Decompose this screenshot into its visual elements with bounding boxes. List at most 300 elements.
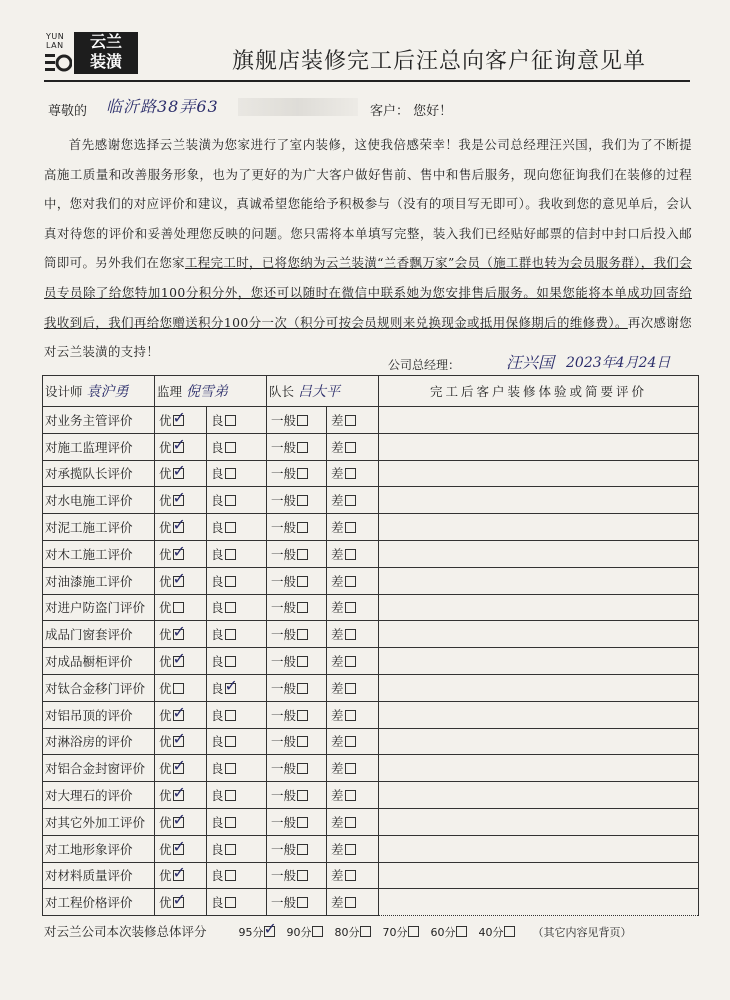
rating-option[interactable] <box>155 487 207 514</box>
table-row <box>43 755 699 782</box>
rating-option[interactable] <box>207 487 267 514</box>
rating-option[interactable] <box>327 567 379 594</box>
logo-mark <box>44 30 72 76</box>
checkbox-icon[interactable] <box>297 522 308 533</box>
checkbox-icon[interactable] <box>173 602 184 613</box>
rating-option[interactable] <box>155 540 207 567</box>
rating-label: 良 <box>211 654 224 670</box>
rating-option[interactable] <box>267 862 327 889</box>
rating-option[interactable] <box>267 433 327 460</box>
evaluation-item: 对钛合金移门评价 <box>43 674 155 701</box>
comment-field[interactable] <box>379 460 699 487</box>
evaluation-item: 对其它外加工评价 <box>43 808 155 835</box>
checkbox-icon[interactable] <box>297 763 308 774</box>
rating-option[interactable] <box>327 621 379 648</box>
rating-label: 差 <box>331 734 344 750</box>
rating-option[interactable] <box>267 648 327 675</box>
rating-option[interactable] <box>207 701 267 728</box>
rating-label: 良 <box>211 493 224 509</box>
checkbox-icon[interactable] <box>297 870 308 881</box>
handwritten-address: 临沂路38弄63 <box>106 97 219 116</box>
checkbox-icon[interactable] <box>345 790 356 801</box>
checkbox-checked-icon[interactable] <box>173 442 184 453</box>
checkbox-icon[interactable] <box>408 926 419 937</box>
table-row <box>43 514 699 541</box>
rating-label: 良 <box>211 412 224 428</box>
rating-label: 优 <box>159 520 172 536</box>
rating-option[interactable] <box>207 648 267 675</box>
rating-option[interactable] <box>155 835 207 862</box>
checkbox-icon[interactable] <box>225 710 236 721</box>
foreman-name: 吕大平 <box>298 384 340 400</box>
rating-option[interactable] <box>207 407 267 434</box>
rating-label: 优 <box>159 680 172 696</box>
rating-label: 良 <box>211 680 224 696</box>
comment-field[interactable] <box>379 407 699 434</box>
rating-option[interactable] <box>207 862 267 889</box>
evaluation-item: 对施工监理评价 <box>43 433 155 460</box>
rating-option[interactable] <box>327 808 379 835</box>
evaluation-table <box>42 375 699 916</box>
rating-option[interactable] <box>155 728 207 755</box>
customer-greeting: 客户： 您好！ <box>370 104 453 119</box>
comment-field[interactable] <box>379 567 699 594</box>
checkbox-icon[interactable] <box>345 468 356 479</box>
rating-label: 优 <box>159 734 172 750</box>
checkbox-checked-icon[interactable] <box>173 897 184 908</box>
rating-option[interactable] <box>327 835 379 862</box>
checkbox-icon[interactable] <box>297 790 308 801</box>
evaluation-item: 对水电施工评价 <box>43 487 155 514</box>
rating-option[interactable] <box>327 862 379 889</box>
table-row <box>43 835 699 862</box>
rating-label: 良 <box>211 573 224 589</box>
checkbox-checked-icon[interactable] <box>173 656 184 667</box>
rating-option[interactable] <box>267 540 327 567</box>
checkbox-checked-icon[interactable] <box>173 415 184 426</box>
logo-wordmark <box>74 32 138 74</box>
rating-option[interactable] <box>155 862 207 889</box>
score-option[interactable] <box>479 924 515 940</box>
table-row <box>43 648 699 675</box>
checkbox-icon[interactable] <box>360 926 371 937</box>
checkbox-icon[interactable] <box>225 468 236 479</box>
rating-option[interactable] <box>267 782 327 809</box>
checkbox-icon[interactable] <box>225 549 236 560</box>
evaluation-item: 对材料质量评价 <box>43 862 155 889</box>
table-row <box>43 567 699 594</box>
checkbox-checked-icon[interactable] <box>264 926 275 937</box>
score-option[interactable] <box>335 924 371 940</box>
rating-label: 良 <box>211 788 224 804</box>
rating-label: 差 <box>331 412 344 428</box>
rating-option[interactable] <box>207 514 267 541</box>
rating-option[interactable] <box>327 782 379 809</box>
rating-label: 差 <box>331 600 344 616</box>
comment-field[interactable] <box>379 889 699 916</box>
rating-label: 优 <box>159 600 172 616</box>
checkbox-icon[interactable] <box>225 870 236 881</box>
back-page-note: （其它内容见背页） <box>532 926 632 940</box>
rating-label: 良 <box>211 466 224 482</box>
rating-option[interactable] <box>327 701 379 728</box>
rating-option[interactable] <box>155 674 207 701</box>
checkbox-icon[interactable] <box>225 602 236 613</box>
rating-label: 良 <box>211 895 224 911</box>
table-row <box>43 728 699 755</box>
comment-field[interactable] <box>379 755 699 782</box>
rating-option[interactable] <box>207 433 267 460</box>
evaluation-item: 对铝合金封窗评价 <box>43 755 155 782</box>
letter-closing: 再次感谢您对云兰装潢的支持！ <box>44 314 693 360</box>
rating-label: 优 <box>159 412 172 428</box>
checkbox-icon[interactable] <box>312 926 323 937</box>
rating-label: 一般 <box>271 707 297 723</box>
rating-label: 一般 <box>271 868 297 884</box>
rating-label: 优 <box>159 814 172 830</box>
rating-option[interactable] <box>155 755 207 782</box>
comment-field[interactable] <box>379 835 699 862</box>
comment-field[interactable] <box>379 594 699 621</box>
rating-label: 良 <box>211 600 224 616</box>
checkbox-icon[interactable] <box>297 602 308 613</box>
rating-option[interactable] <box>155 594 207 621</box>
checkbox-checked-icon[interactable] <box>173 495 184 506</box>
signature-name: 汪兴国 <box>506 353 555 372</box>
checkbox-icon[interactable] <box>297 736 308 747</box>
rating-label: 优 <box>159 493 172 509</box>
evaluation-item: 对油漆施工评价 <box>43 567 155 594</box>
rating-label: 一般 <box>271 734 297 750</box>
rating-option[interactable] <box>267 594 327 621</box>
evaluation-item: 对淋浴房的评价 <box>43 728 155 755</box>
rating-label: 优 <box>159 761 172 777</box>
rating-label: 良 <box>211 627 224 643</box>
checkbox-checked-icon[interactable] <box>173 817 184 828</box>
checkbox-icon[interactable] <box>345 656 356 667</box>
score-label: 95分 <box>238 926 264 940</box>
checkbox-icon[interactable] <box>345 897 356 908</box>
rating-option[interactable] <box>207 835 267 862</box>
comment-field[interactable] <box>379 808 699 835</box>
rating-option[interactable] <box>327 487 379 514</box>
rating-label: 差 <box>331 707 344 723</box>
checkbox-icon[interactable] <box>225 576 236 587</box>
rating-option[interactable] <box>155 889 207 916</box>
checkbox-icon[interactable] <box>225 790 236 801</box>
comment-field[interactable] <box>379 862 699 889</box>
checkbox-icon[interactable] <box>297 415 308 426</box>
checkbox-icon[interactable] <box>345 602 356 613</box>
comment-field[interactable] <box>379 433 699 460</box>
rating-option[interactable] <box>267 728 327 755</box>
checkbox-icon[interactable] <box>225 844 236 855</box>
score-option[interactable] <box>431 924 467 940</box>
table-row <box>43 433 699 460</box>
checkbox-icon[interactable] <box>345 495 356 506</box>
checkbox-icon[interactable] <box>345 844 356 855</box>
rating-option[interactable] <box>207 594 267 621</box>
checkbox-icon[interactable] <box>345 763 356 774</box>
table-row <box>43 808 699 835</box>
rating-option[interactable] <box>207 755 267 782</box>
rating-option[interactable] <box>327 755 379 782</box>
rating-option[interactable] <box>267 407 327 434</box>
rating-option[interactable] <box>267 808 327 835</box>
checkbox-icon[interactable] <box>345 629 356 640</box>
rating-label: 差 <box>331 841 344 857</box>
rating-label: 差 <box>331 654 344 670</box>
checkbox-icon[interactable] <box>225 763 236 774</box>
rating-option[interactable] <box>327 540 379 567</box>
checkbox-checked-icon[interactable] <box>173 549 184 560</box>
rating-label: 良 <box>211 814 224 830</box>
rating-option[interactable] <box>155 648 207 675</box>
rating-label: 一般 <box>271 680 297 696</box>
rating-option[interactable] <box>207 728 267 755</box>
score-option[interactable] <box>287 924 323 940</box>
rating-option[interactable] <box>155 701 207 728</box>
evaluation-item: 对工地形象评价 <box>43 835 155 862</box>
table-row <box>43 487 699 514</box>
rating-option[interactable] <box>207 889 267 916</box>
rating-label: 优 <box>159 841 172 857</box>
checkbox-checked-icon[interactable] <box>173 790 184 801</box>
checkbox-icon[interactable] <box>297 442 308 453</box>
table-header-row <box>43 376 699 407</box>
rating-option[interactable] <box>155 808 207 835</box>
rating-option[interactable] <box>327 433 379 460</box>
checkbox-icon[interactable] <box>173 683 184 694</box>
rating-option[interactable] <box>155 460 207 487</box>
checkbox-icon[interactable] <box>225 442 236 453</box>
checkbox-icon[interactable] <box>297 897 308 908</box>
checkbox-icon[interactable] <box>456 926 467 937</box>
checkbox-checked-icon[interactable] <box>173 710 184 721</box>
rating-option[interactable] <box>207 540 267 567</box>
rating-label: 一般 <box>271 627 297 643</box>
checkbox-icon[interactable] <box>297 656 308 667</box>
rating-option[interactable] <box>267 889 327 916</box>
checkbox-icon[interactable] <box>297 576 308 587</box>
rating-label: 优 <box>159 439 172 455</box>
rating-option[interactable] <box>207 674 267 701</box>
letter-body <box>44 130 692 367</box>
checkbox-icon[interactable] <box>345 442 356 453</box>
checkbox-icon[interactable] <box>297 683 308 694</box>
rating-label: 差 <box>331 573 344 589</box>
checkbox-checked-icon[interactable] <box>173 844 184 855</box>
checkbox-icon[interactable] <box>297 629 308 640</box>
checkbox-icon[interactable] <box>345 522 356 533</box>
checkbox-icon[interactable] <box>297 468 308 479</box>
evaluation-item: 对木工施工评价 <box>43 540 155 567</box>
rating-label: 一般 <box>271 600 297 616</box>
checkbox-icon[interactable] <box>345 415 356 426</box>
letter-paragraph: 首先感谢您选择云兰装潢为您家进行了室内装修，这使我倍感荣幸！我是公司总经理汪兴国，我们为了不断提高施工质量和改善服务形象，也为了更好的为广大客户做好售前、售中和售后服务，现向您征询我们在装修的过程中，您对我们的对应评价和建议，真诚希望您能给予积极参与（没有的项目写无即可）。我收到您的意见单后，会认真对待您的评价和妥善处理您反映的问题。您只需将本单填写完整，装入我们已经贴好邮票的信封中封口后投入邮筒即可。另外我们在您家 <box>44 137 692 271</box>
rating-label: 优 <box>159 466 172 482</box>
signature-label: 公司总经理： <box>388 358 461 372</box>
rating-label: 差 <box>331 814 344 830</box>
checkbox-icon[interactable] <box>345 870 356 881</box>
comment-field[interactable] <box>379 514 699 541</box>
rating-option[interactable] <box>267 487 327 514</box>
evaluation-item: 对铝吊顶的评价 <box>43 701 155 728</box>
comment-field[interactable] <box>379 728 699 755</box>
total-score-label: 对云兰公司本次装修总体评分 <box>44 924 207 940</box>
checkbox-checked-icon[interactable] <box>173 468 184 479</box>
table-row <box>43 407 699 434</box>
rating-label: 优 <box>159 788 172 804</box>
rating-label: 一般 <box>271 841 297 857</box>
checkbox-icon[interactable] <box>225 817 236 828</box>
table-row <box>43 674 699 701</box>
rating-option[interactable] <box>267 567 327 594</box>
table-row <box>43 862 699 889</box>
supervisor-name: 倪雪弟 <box>186 384 228 400</box>
checkbox-checked-icon[interactable] <box>173 763 184 774</box>
rating-option[interactable] <box>267 835 327 862</box>
rating-label: 差 <box>331 627 344 643</box>
rating-label: 一般 <box>271 895 297 911</box>
checkbox-icon[interactable] <box>345 576 356 587</box>
checkbox-icon[interactable] <box>297 844 308 855</box>
rating-option[interactable] <box>207 460 267 487</box>
comment-field[interactable] <box>379 540 699 567</box>
rating-label: 优 <box>159 707 172 723</box>
rating-option[interactable] <box>327 594 379 621</box>
checkbox-checked-icon[interactable] <box>173 629 184 640</box>
checkbox-icon[interactable] <box>225 495 236 506</box>
rating-label: 差 <box>331 895 344 911</box>
logo-cn-yunlan: 云兰 <box>89 32 122 51</box>
checkbox-checked-icon[interactable] <box>173 522 184 533</box>
score-options <box>239 926 527 939</box>
score-label: 40分 <box>478 926 504 940</box>
rating-option[interactable] <box>267 621 327 648</box>
rating-label: 一般 <box>271 439 297 455</box>
rating-option[interactable] <box>207 567 267 594</box>
rating-option[interactable] <box>267 514 327 541</box>
checkbox-icon[interactable] <box>297 549 308 560</box>
rating-label: 良 <box>211 868 224 884</box>
table-row <box>43 701 699 728</box>
redacted-area <box>238 98 358 116</box>
rating-option[interactable] <box>267 755 327 782</box>
rating-option[interactable] <box>267 460 327 487</box>
checkbox-icon[interactable] <box>345 817 356 828</box>
rating-option[interactable] <box>155 567 207 594</box>
comment-field[interactable] <box>379 648 699 675</box>
checkbox-icon[interactable] <box>297 495 308 506</box>
rating-option[interactable] <box>327 889 379 916</box>
checkbox-icon[interactable] <box>345 549 356 560</box>
checkbox-checked-icon[interactable] <box>173 736 184 747</box>
rating-label: 差 <box>331 466 344 482</box>
logo-emblem-icon <box>44 52 72 74</box>
checkbox-icon[interactable] <box>225 736 236 747</box>
header-divider <box>44 80 690 82</box>
score-label: 70分 <box>382 926 408 940</box>
rating-label: 优 <box>159 546 172 562</box>
rating-option[interactable] <box>155 782 207 809</box>
checkbox-icon[interactable] <box>225 522 236 533</box>
table-row <box>43 594 699 621</box>
rating-option[interactable] <box>155 433 207 460</box>
rating-label: 差 <box>331 493 344 509</box>
checkbox-icon[interactable] <box>345 710 356 721</box>
evaluation-item: 对承揽队长评价 <box>43 460 155 487</box>
rating-option[interactable] <box>155 514 207 541</box>
comment-field[interactable] <box>379 674 699 701</box>
evaluation-item: 对进户防盗门评价 <box>43 594 155 621</box>
checkbox-icon[interactable] <box>345 736 356 747</box>
checkbox-icon[interactable] <box>225 629 236 640</box>
rating-label: 差 <box>331 546 344 562</box>
rating-option[interactable] <box>267 701 327 728</box>
rating-option[interactable] <box>267 674 327 701</box>
rating-option[interactable] <box>207 782 267 809</box>
rating-option[interactable] <box>207 621 267 648</box>
score-label: 80分 <box>334 926 360 940</box>
rating-option[interactable] <box>155 621 207 648</box>
letter-underlined-text: 工程完工时，已将您纳为云兰装潢“兰香飘万家”会员（施工群也转为会员服务群），我们会员专员除了给您特加100分积分外，您还可以随时在微信中联系她为您安排售后服务。如果您能将本单成功回寄给我收到后，我们再给您赠送积分100分一次（积分可按会员规则来兑换现金或抵用保修期后的维修费）。 <box>44 255 692 330</box>
company-logo <box>44 30 140 76</box>
rating-label: 良 <box>211 707 224 723</box>
rating-label: 一般 <box>271 788 297 804</box>
checkbox-icon[interactable] <box>225 415 236 426</box>
rating-option[interactable] <box>327 407 379 434</box>
checkbox-checked-icon[interactable] <box>225 683 236 694</box>
rating-label: 优 <box>159 895 172 911</box>
rating-option[interactable] <box>327 674 379 701</box>
table-row <box>43 889 699 916</box>
checkbox-icon[interactable] <box>225 897 236 908</box>
comment-field[interactable] <box>379 701 699 728</box>
checkbox-icon[interactable] <box>297 710 308 721</box>
rating-label: 一般 <box>271 493 297 509</box>
rating-label: 良 <box>211 439 224 455</box>
checkbox-checked-icon[interactable] <box>173 576 184 587</box>
comment-field[interactable] <box>379 621 699 648</box>
checkbox-icon[interactable] <box>225 656 236 667</box>
table-row <box>43 460 699 487</box>
rating-label: 优 <box>159 868 172 884</box>
rating-option[interactable] <box>327 514 379 541</box>
checkbox-checked-icon[interactable] <box>173 870 184 881</box>
rating-option[interactable] <box>155 407 207 434</box>
comment-field[interactable] <box>379 487 699 514</box>
rating-option[interactable] <box>207 808 267 835</box>
rating-option[interactable] <box>327 648 379 675</box>
evaluation-item: 对工程价格评价 <box>43 889 155 916</box>
checkbox-icon[interactable] <box>345 683 356 694</box>
rating-label: 一般 <box>271 654 297 670</box>
rating-option[interactable] <box>327 728 379 755</box>
rating-label: 差 <box>331 868 344 884</box>
designer-name: 袁沪勇 <box>86 384 129 400</box>
evaluation-item: 成品门窗套评价 <box>43 621 155 648</box>
rating-label: 优 <box>159 627 172 643</box>
checkbox-icon[interactable] <box>297 817 308 828</box>
rating-option[interactable] <box>327 460 379 487</box>
evaluation-item: 对业务主管评价 <box>43 407 155 434</box>
score-option[interactable] <box>239 924 275 940</box>
checkbox-icon[interactable] <box>504 926 515 937</box>
comment-field[interactable] <box>379 782 699 809</box>
score-option[interactable] <box>383 924 419 940</box>
rating-label: 良 <box>211 761 224 777</box>
